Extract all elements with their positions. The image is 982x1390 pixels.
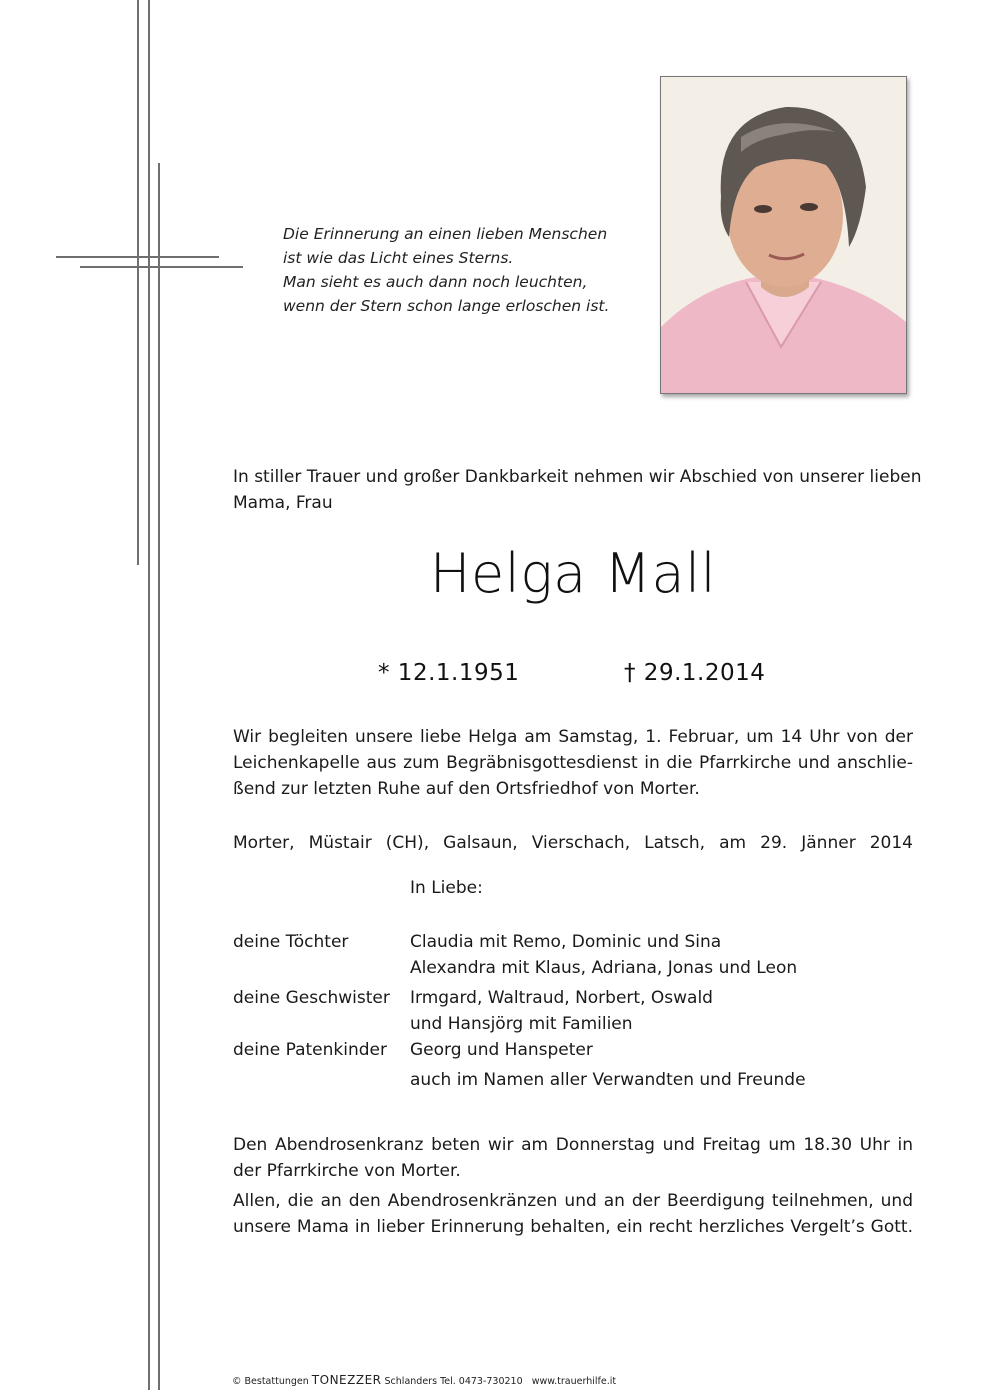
rosary-line: Den Abendrosenkranz beten wir am Donnerstag und Freitag um 18.30 Uhr in <box>233 1135 913 1155</box>
death-date: † 29.1.2014 <box>624 660 766 686</box>
thanks-line: unsere Mama in lieber Erinnerung behalten, ein recht herzliches Vergelt’s Gott. <box>233 1217 913 1237</box>
quote-line: Die Erinnerung an einen lieben Menschen <box>283 225 608 243</box>
funeral-text-end <box>233 776 913 802</box>
relative-names: Irmgard, Waltraud, Norbert, Oswald <box>410 988 713 1008</box>
footer-website[interactable]: www.trauerhilfe.it <box>531 1376 617 1387</box>
relative-names: Claudia mit Remo, Dominic und Sina <box>410 932 722 952</box>
thanks-text <box>233 1188 913 1240</box>
portrait-photo <box>660 76 907 394</box>
intro-text <box>233 464 922 490</box>
relative-names: Alexandra mit Klaus, Adriana, Jonas und Leon <box>410 958 798 978</box>
intro-text-end <box>233 490 913 516</box>
footer-credit <box>232 1373 616 1387</box>
footer-brand: TONEZZER <box>311 1373 382 1387</box>
in-love-label: In Liebe: <box>410 878 483 898</box>
birth-date: * 12.1.1951 <box>378 660 520 686</box>
deceased-name: Helga Mall <box>429 542 717 605</box>
rosary-text-end <box>233 1158 913 1184</box>
thanks-line: Allen, die an den Abendrosenkränzen und an der Beerdigung teilnehmen, und <box>233 1191 913 1211</box>
relative-names: Georg und Hanspeter <box>410 1040 593 1060</box>
relative-label: deine Geschwister <box>233 988 390 1008</box>
relative-label: deine Patenkinder <box>233 1040 387 1060</box>
relative-label: deine Töchter <box>233 932 349 952</box>
also-family: auch im Namen aller Verwandten und Freunde <box>410 1070 806 1090</box>
footer-phone: Tel. 0473-730210 <box>440 1376 523 1387</box>
quote-line: wenn der Stern schon lange erloschen ist. <box>283 297 610 315</box>
rosary-text <box>233 1132 913 1158</box>
funeral-text <box>233 724 913 776</box>
memorial-quote <box>283 222 643 318</box>
footer-prefix: © Bestattungen <box>232 1376 309 1387</box>
quote-line: ist wie das Licht eines Sterns. <box>283 249 514 267</box>
intro-line: In stiller Trauer und großer Dankbarkeit nehmen wir Abschied von unserer lieben <box>233 467 922 487</box>
relative-names: und Hansjörg mit Familien <box>410 1014 633 1034</box>
place-date: Morter, Müstair (CH), Galsaun, Vierschach, Latsch, am 29. Jänner 2014 <box>233 833 913 853</box>
rosary-line: der Pfarrkirche von Morter. <box>233 1161 461 1181</box>
intro-line: Mama, Frau <box>233 493 333 513</box>
funeral-line: ßend zur letzten Ruhe auf den Ortsfriedhof von Morter. <box>233 779 700 799</box>
quote-line: Man sieht es auch dann noch leuchten, <box>283 273 588 291</box>
footer-place: Schlanders <box>384 1376 438 1387</box>
funeral-line: Leichenkapelle aus zum Begräbnisgottesdienst in die Pfarrkirche und anschlie- <box>233 753 913 773</box>
funeral-line: Wir begleiten unsere liebe Helga am Samstag, 1. Februar, um 14 Uhr von der <box>233 727 913 747</box>
